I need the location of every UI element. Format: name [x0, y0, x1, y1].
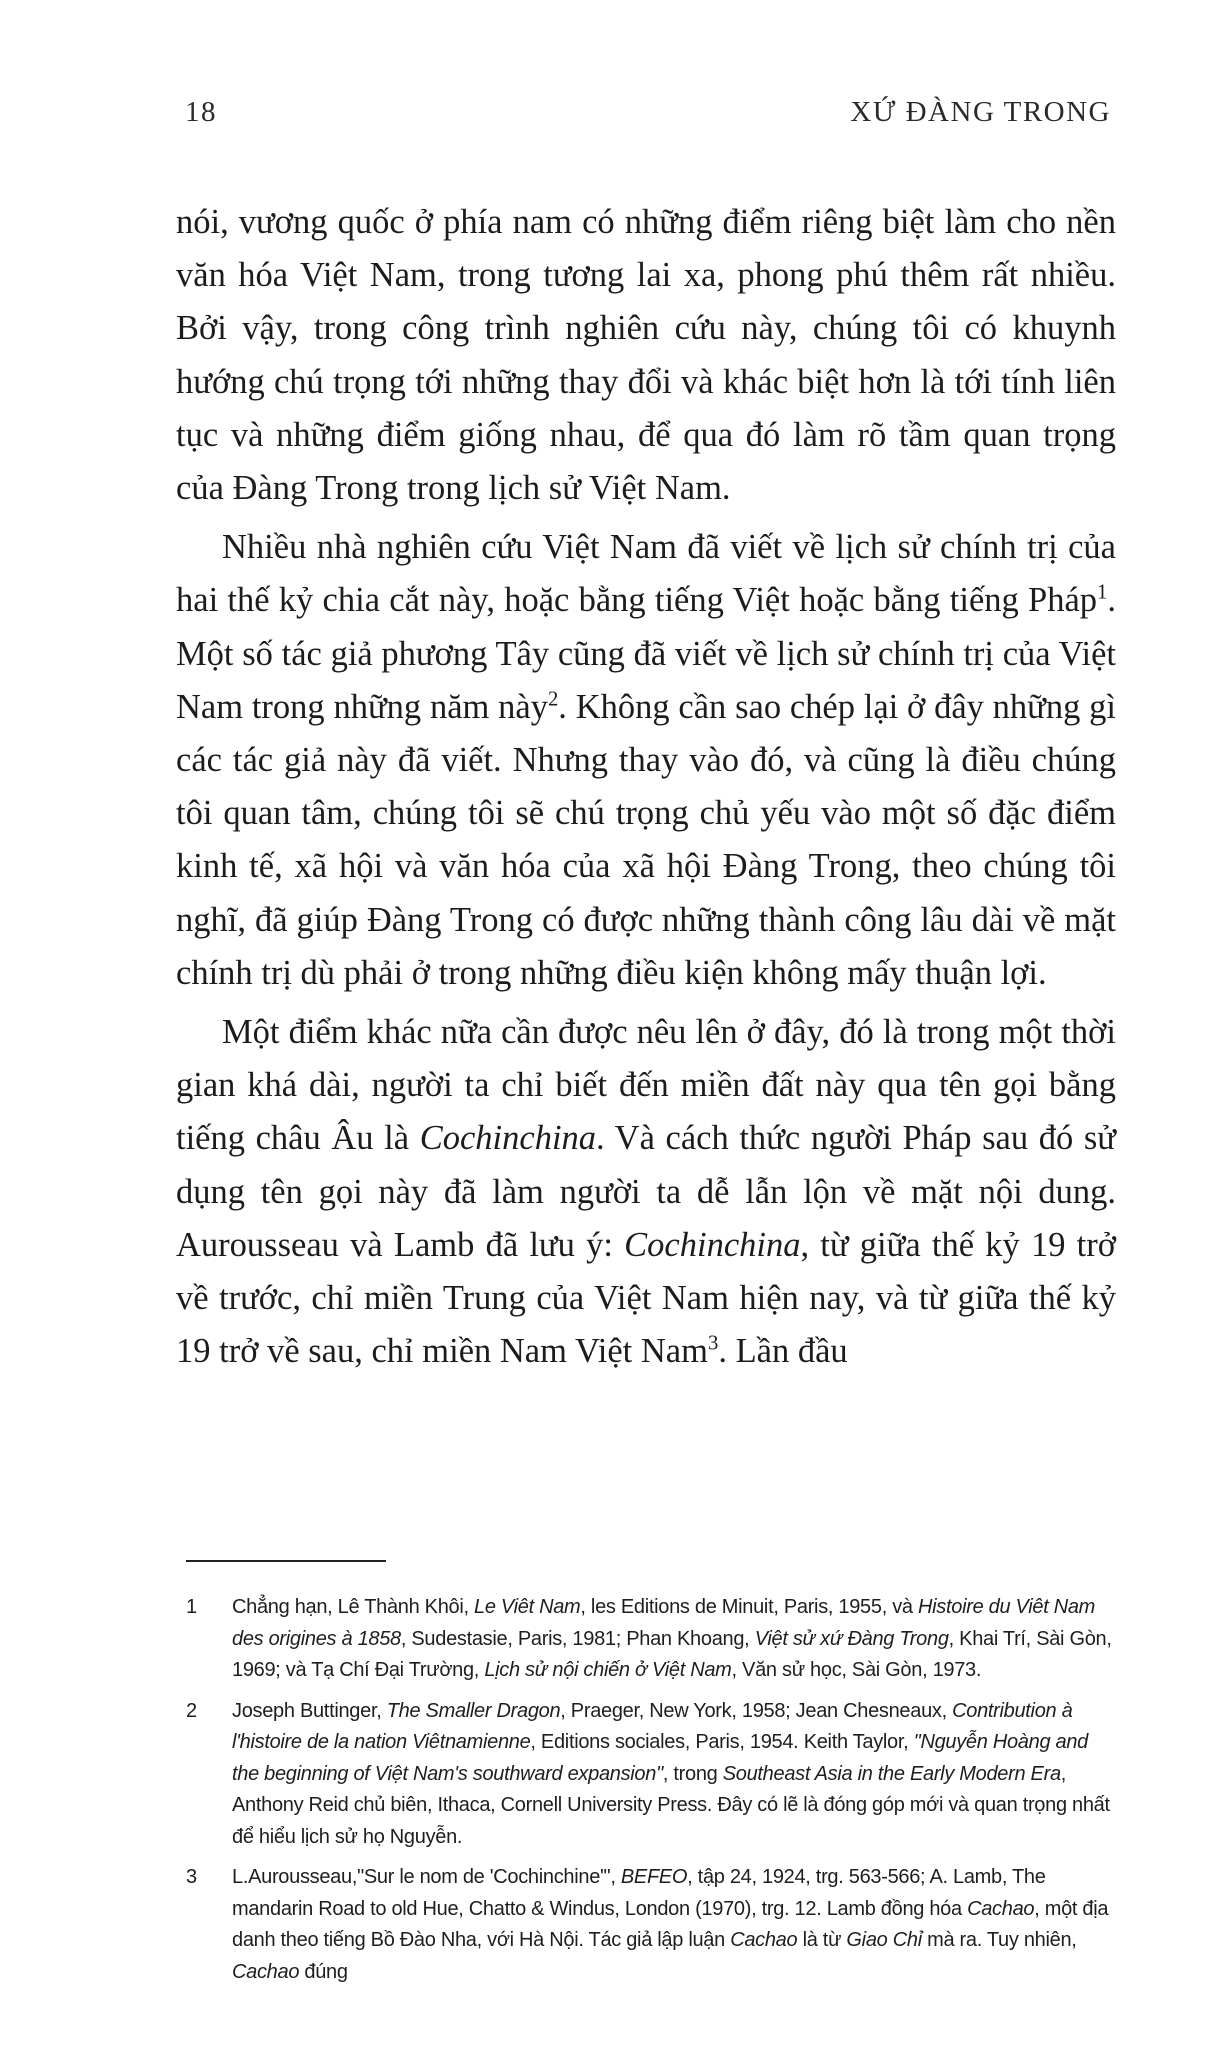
footnote-segment: , les Editions de Minuit, Paris, 1955, và — [580, 1596, 918, 1618]
footnote-segment: Chẳng hạn, Lê Thành Khôi, — [232, 1596, 475, 1618]
running-header — [185, 96, 1111, 136]
footnote-text — [232, 1696, 1116, 1854]
footnote-italic-segment: The Smaller Dragon — [386, 1699, 561, 1722]
footnote — [186, 1696, 1116, 1854]
body-text — [176, 196, 1116, 1384]
footnote — [186, 1592, 1116, 1687]
footnote-segment: , Sudestasie, Paris, 1981; Phan Khoang, — [400, 1627, 755, 1650]
emphasis-cochinchina: Cochinchina — [624, 1225, 801, 1264]
footnote-italic-segment: Histoire du Viêt Nam des origines à 1858 — [232, 1596, 1096, 1650]
paragraph-3: Một điểm khác nữa cần được nêu lên ở đây, đó là trong một thời gian khá dài, người ta chỉ biết đến miền đất này qua tên gọi bằng tiếng châu Âu là Cochinchina. Và cách thức người Pháp sau đó sử dụng tên gọi này đã làm người ta dễ lẫn lộn về mặt nội dung. Aurousseau và Lamb đã lưu ý: Cochinchina, từ giữa thế kỷ 19 trở về trước, chỉ miền Trung của Việt Nam hiện nay, và từ giữa thế kỷ 19 trở về sau, chỉ miền Nam Việt Nam$^3$. Lần đầu — [176, 1013, 1117, 1371]
footnote-segment: , tập 24, 1924, trg. 563-566; A. Lamb, The mandarin Road to old Hue, Chatto & Windus, London (1970), trg. 12. Lamb đồng hóa — [232, 1866, 1046, 1920]
footnote-italic-segment: Contribution à l'histoire de la nation Viêtnamienne — [232, 1699, 1073, 1753]
footnote-italic-segment: "Nguyễn Hoàng and the beginning of Việt Nam's southward expansion" — [232, 1731, 1088, 1785]
footnote-segment: , Praeger, New York, 1958; Jean Chesneaux, — [560, 1699, 953, 1722]
footnote-ref-1: 1 — [1097, 581, 1108, 604]
footnote-segment: đúng — [299, 1960, 348, 1983]
footnote-segment: , Khai Trí, Sài Gòn, 1969; và Tạ Chí Đại Trường, — [232, 1627, 1112, 1681]
footnote-number: 3 — [186, 1866, 197, 1888]
footnote-segment: Joseph Buttinger, — [232, 1699, 387, 1722]
footnote — [186, 1862, 1116, 1988]
emphasis-cochinchina: Cochinchina — [419, 1119, 597, 1158]
footnote-text — [232, 1592, 1116, 1687]
footnote-italic-segment: BEFEO — [620, 1866, 688, 1888]
footnote-segment: , trong — [662, 1762, 723, 1785]
footnote-segment: , Văn sử học, Sài Gòn, 1973. — [731, 1659, 982, 1681]
footnote-italic-segment: Giao Chỉ — [846, 1929, 922, 1951]
footnote-ref-2: 2 — [547, 688, 559, 711]
footnote-italic-segment: Le Viêt Nam — [474, 1596, 581, 1618]
footnote-italic-segment: Southeast Asia in the Early Modern Era — [722, 1762, 1061, 1785]
footnote-italic-segment: Cachao — [232, 1960, 300, 1983]
footnote-italic-segment: Việt sử xứ Đàng Trong — [754, 1627, 949, 1650]
footnote-divider — [186, 1560, 386, 1562]
footnotes — [186, 1592, 1116, 1997]
footnote-segment: mà ra. Tuy nhiên, — [921, 1929, 1077, 1951]
footnote-segment: , Editions sociales, Paris, 1954. Keith Taylor, — [530, 1731, 914, 1753]
footnote-ref-3: 3 — [707, 1332, 719, 1355]
footnote-segment: , một địa danh theo tiếng Bồ Đào Nha, với Hà Nội. Tác giả lập luận — [232, 1897, 1109, 1951]
paragraph-2: Nhiều nhà nghiên cứu Việt Nam đã viết về lịch sử chính trị của hai thế kỷ chia cắt này, hoặc bằng tiếng Việt hoặc bằng tiếng Pháp$^1$. Một số tác giả phương Tây cũng đã viết về lịch sử chính trị của Việt Nam trong những năm này$^2$. Không cần sao chép lại ở đây những gì các tác giả này đã viết. Nhưng thay vào đó, và cũng là điều chúng tôi quan tâm, chúng tôi sẽ chú trọng chủ yếu vào một số đặc điểm kinh tế, xã hội và văn hóa của xã hội Đàng Trong, theo chúng tôi nghĩ, đã giúp Đàng Trong có được những thành công lâu dài về mặt chính trị dù phải ở trong những điều kiện không mấy thuận lợi. — [176, 528, 1116, 992]
footnote-text — [232, 1862, 1116, 1988]
footnote-segment: , Anthony Reid chủ biên, Ithaca, Cornell University Press. Đây có lẽ là đóng góp mới và quan trọng nhất để hiểu lịch sử họ Nguyễn. — [232, 1762, 1110, 1848]
footnote-italic-segment: Cachao — [967, 1897, 1035, 1920]
footnote-segment: L.Aurousseau,"Sur le nom de 'Cochinchine'", — [232, 1866, 621, 1888]
paragraph-1: nói, vương quốc ở phía nam có những điểm riêng biệt làm cho nền văn hóa Việt Nam, trong tương lai xa, phong phú thêm rất nhiều. Bởi vậy, trong công trình nghiên cứu này, chúng tôi có khuynh hướng chú trọng tới những thay đổi và khác biệt hơn là tới tính liên tục và những điểm giống nhau, để qua đó làm rõ tầm quan trọng của Đàng Trong trong lịch sử Việt Nam. — [176, 203, 1116, 508]
footnote-number: 2 — [186, 1699, 197, 1722]
footnote-number: 1 — [186, 1596, 197, 1618]
page-number: 18 — [185, 96, 217, 128]
running-title: XỨ ĐÀNG TRONG — [850, 96, 1111, 128]
footnote-italic-segment: Cachao — [730, 1929, 798, 1951]
footnote-italic-segment: Lịch sử nội chiến ở Việt Nam — [484, 1659, 732, 1681]
footnote-segment: là từ — [797, 1929, 847, 1951]
